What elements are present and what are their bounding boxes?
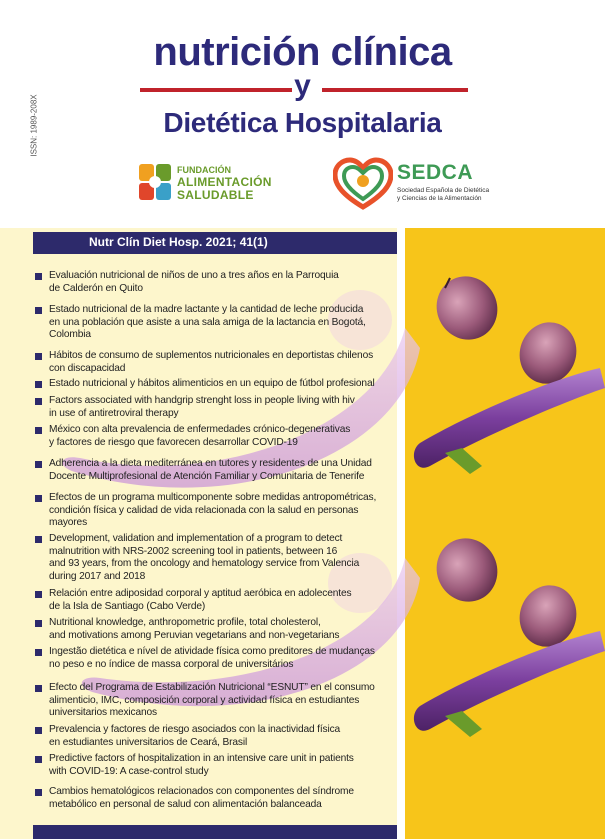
article-item[interactable] xyxy=(49,270,399,295)
article-item[interactable] xyxy=(49,395,399,420)
article-item[interactable] xyxy=(49,424,399,449)
article-title-line: condición física y calidad de vida relacionada con la salud en personas xyxy=(49,504,359,516)
journal-title: nutrición clínica xyxy=(153,30,452,74)
article-title-line: y factores de riesgo que favorecen desarrollar COVID-19 xyxy=(49,436,298,448)
bullet-square-icon xyxy=(35,461,42,468)
article-title-line: Estado nutricional de la madre lactante y la cantidad de leche producida xyxy=(49,304,364,315)
bullet-square-icon xyxy=(35,727,42,734)
article-item[interactable] xyxy=(49,588,399,613)
article-item[interactable] xyxy=(49,786,399,811)
article-item[interactable] xyxy=(49,350,399,375)
article-title-line: Ingestão dietética e nível de atividade física como preditores de mudanças xyxy=(49,646,375,657)
bullet-square-icon xyxy=(35,381,42,388)
article-title-line: Predictive factors of hospitalization in an intensive care unit in patients xyxy=(49,753,354,764)
article-title-line: Efecto del Programa de Estabilización Nutricional “ESNUT” en el consumo xyxy=(49,682,375,693)
article-title-line: metabólico en personal de salud con alimentación balanceada xyxy=(49,798,322,810)
article-title-line: Cambios hematológicos relacionados con componentes del síndrome xyxy=(49,786,354,797)
article-title-line: de la Isla de Santiago (Cabo Verde) xyxy=(49,600,206,612)
article-title-line: in use of antiretroviral therapy xyxy=(49,407,179,419)
article-title-line: Docente Multiprofesional de Atención Familiar y Comunitaria de Tenerife xyxy=(49,470,365,482)
bullet-square-icon xyxy=(35,649,42,656)
article-item[interactable] xyxy=(49,304,399,342)
bullet-square-icon xyxy=(35,427,42,434)
article-title-line: Relación entre adiposidad corporal y aptitud aeróbica en adolecentes xyxy=(49,588,352,599)
article-title-line: Efectos de un programa multicomponente sobre medidas antropométricas, xyxy=(49,492,377,503)
article-title-line: Prevalencia y factores de riesgo asociados con la inactividad física xyxy=(49,724,341,735)
article-item[interactable] xyxy=(49,724,399,749)
article-title-line: en una población que asiste a una sala amiga de la lactancia en Bogotá, xyxy=(49,316,366,328)
article-title-line: Evaluación nutricional de niños de uno a tres años en la Parroquia xyxy=(49,270,339,281)
article-title-line: malnutrition with NRS-2002 screening tool in patients, between 16 xyxy=(49,545,338,557)
bullet-square-icon xyxy=(35,495,42,502)
article-title-line: Development, validation and implementation of a program to detect xyxy=(49,533,343,544)
article-title-line: during 2017 and 2018 xyxy=(49,570,146,582)
article-title-line: con discapacidad xyxy=(49,362,126,374)
article-title-line: Colombia xyxy=(49,329,91,341)
journal-subtitle: Dietética Hospitalaria xyxy=(163,107,442,138)
article-title-line: Nutritional knowledge, anthropometric profile, total cholesterol, xyxy=(49,617,321,628)
article-title-line: universitarios mexicanos xyxy=(49,707,157,719)
article-title-line: Hábitos de consumo de suplementos nutricionales en deportistas chilenos xyxy=(49,350,374,361)
sedca-subtitle-line1: Sociedad Española de Dietética xyxy=(397,187,490,194)
article-item[interactable] xyxy=(49,646,399,671)
sedca-name: SEDCA xyxy=(397,161,474,184)
article-item[interactable] xyxy=(49,492,399,530)
bullet-square-icon xyxy=(35,398,42,405)
article-item[interactable] xyxy=(49,617,399,642)
article-item[interactable] xyxy=(49,753,399,778)
issn-text: ISSN: 1989-208X xyxy=(29,94,39,157)
article-item[interactable] xyxy=(49,458,399,483)
article-title-line: and motivations among Peruvian vegetarians and non-vegetarians xyxy=(49,629,340,641)
article-title-line: en estudiantes universitarios de Ceará, Brasil xyxy=(49,736,248,748)
bottom-bar xyxy=(33,825,397,839)
article-item[interactable] xyxy=(49,378,399,391)
fundacion-small-label: FUNDACIÓN xyxy=(177,165,231,175)
article-title-line: Factors associated with handgrip strenght loss in people living with hiv xyxy=(49,395,355,406)
fundacion-line1: ALIMENTACIÓN xyxy=(177,175,272,189)
article-title-line: de Calderón en Quito xyxy=(49,282,143,294)
bullet-square-icon xyxy=(35,307,42,314)
article-title-line: and 93 years, from the oncology and hematology service from Valencia xyxy=(49,558,360,570)
fundacion-line2: SALUDABLE xyxy=(177,188,254,202)
article-title-line: alimenticio, IMC, composición corporal y actividad física en estudiantes xyxy=(49,694,360,706)
article-title-line: México con alta prevalencia de enfermedades crónico-degenerativas xyxy=(49,424,351,435)
bullet-square-icon xyxy=(35,591,42,598)
bullet-square-icon xyxy=(35,685,42,692)
article-title-line: Estado nutricional y hábitos alimenticios en un equipo de fútbol profesional xyxy=(49,378,375,389)
bullet-square-icon xyxy=(35,789,42,796)
sedca-subtitle-line2: y Ciencias de la Alimentación xyxy=(397,195,482,202)
bullet-square-icon xyxy=(35,620,42,627)
article-title-line: with COVID-19: A case-control study xyxy=(49,765,209,777)
issue-citation: Nutr Clín Diet Hosp. 2021; 41(1) xyxy=(89,235,268,249)
bullet-square-icon xyxy=(35,273,42,280)
article-title-line: no peso e no índice de massa corporal de universitários xyxy=(49,658,294,670)
article-item[interactable] xyxy=(49,682,399,720)
bullet-square-icon xyxy=(35,353,42,360)
article-title-line: Adherencia a la dieta mediterránea en tutores y residentes de una Unidad xyxy=(49,458,372,469)
article-item[interactable] xyxy=(49,533,399,583)
article-title-line: mayores xyxy=(49,517,88,529)
bullet-square-icon xyxy=(35,756,42,763)
bullet-square-icon xyxy=(35,536,42,543)
journal-title-connector: y xyxy=(294,69,311,102)
